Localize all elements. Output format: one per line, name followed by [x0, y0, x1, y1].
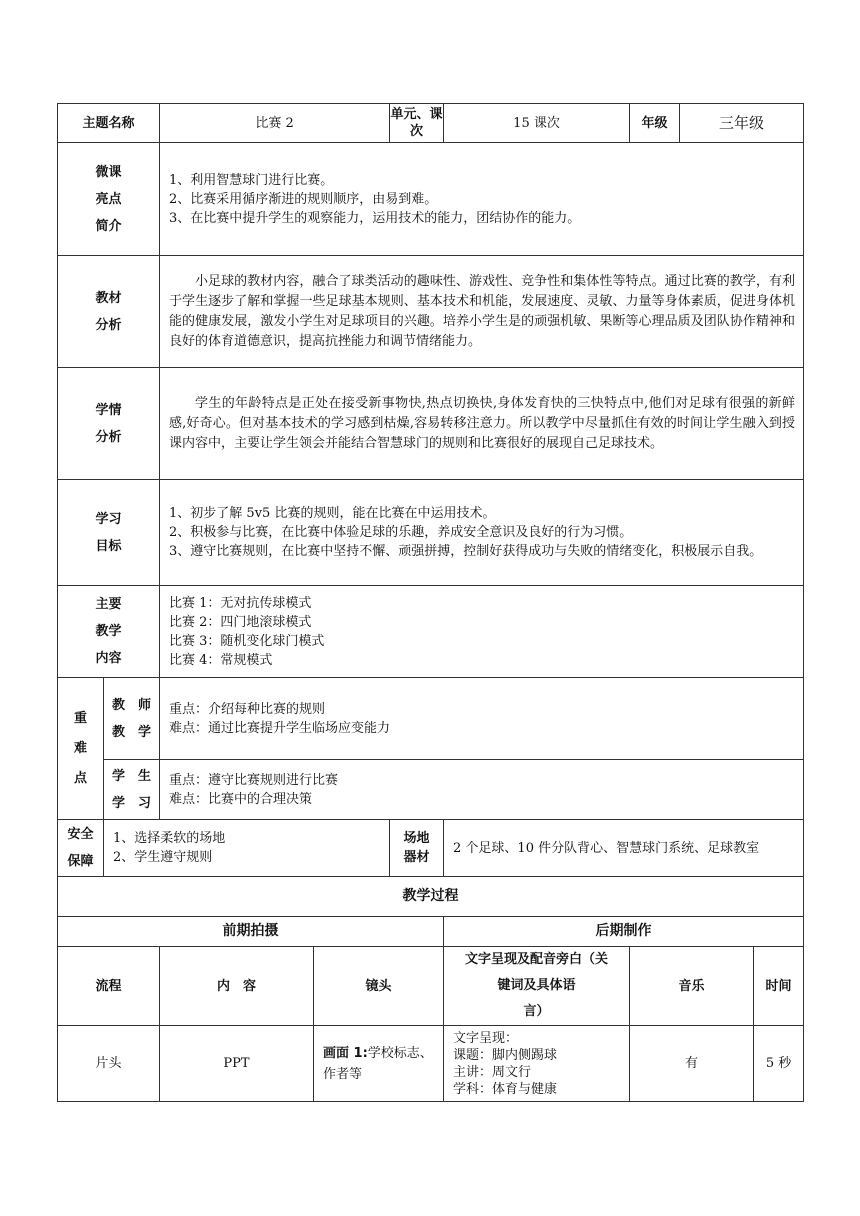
unit-label: 单元、课次 [390, 104, 444, 143]
process-title-row [58, 877, 804, 917]
equip-text: 2 个足球、10 件分队背心、智慧球门系统、足球教室 [444, 820, 804, 877]
material-text: 小足球的教材内容，融合了球类活动的趣味性、游戏性、竞争性和集体性等特点。通过比赛的教学，有利于学生逐步了解和掌握一些足球基本规则、基本技术和机能，发展速度、灵敏、力量等身体素质，促进身体机能的健康发展，激发小学生对足球项目的兴趣。培养小学生是的顽强机敏、果断等心理品质及团队协作精神和良好的体育道德意识，提高抗挫能力和调节情绪能力。 [160, 256, 804, 368]
phase-row [58, 917, 804, 947]
student-text: 重点：遵守比赛规则进行比赛 难点：比赛中的合理决策 [160, 760, 804, 820]
safety-row [58, 820, 804, 877]
teacher-text: 重点：介绍每种比赛的规则 难点：通过比赛提升学生临场应变能力 [160, 678, 804, 760]
col-content: 内 容 [160, 947, 314, 1026]
content-text: 比赛 1：无对抗传球模式 比赛 2：四门地滚球模式 比赛 3：随机变化球门模式 比赛 4：常规模式 [160, 586, 804, 678]
student-label: 学 生 学 习 [104, 760, 160, 820]
keypoints-teacher-row [58, 678, 804, 760]
grade-value: 三年级 [680, 104, 804, 143]
content-label: 主要 教学 内容 [58, 586, 160, 678]
row-shot: 画面 1:学校标志、作者等 [314, 1026, 444, 1102]
equip-label: 场地 器材 [390, 820, 444, 877]
row-music: 有 [630, 1026, 754, 1102]
safety-label: 安全 保障 [58, 820, 104, 877]
highlights-label: 微课 亮点 简介 [58, 143, 160, 256]
col-time: 时间 [754, 947, 804, 1026]
table-row [58, 1026, 804, 1102]
row-flow: 片头 [58, 1026, 160, 1102]
topic-value: 比赛 2 [160, 104, 390, 143]
goals-text: 1、初步了解 5v5 比赛的规则，能在比赛在中运用技术。 2、积极参与比赛，在比赛中体验足球的乐趣，养成安全意识及良好的行为习惯。 3、遵守比赛规则，在比赛中坚持不懈、顽强拼搏，控制好获得成功与失败的情绪变化，积极展示自我。 [160, 480, 804, 586]
highlights-row [58, 143, 804, 256]
row-content: PPT [160, 1026, 314, 1102]
pre-shoot-label: 前期拍摄 [58, 917, 444, 947]
col-music: 音乐 [630, 947, 754, 1026]
keypoints-student-row [58, 760, 804, 820]
row-text: 文字呈现： 课题：脚内侧踢球 主讲：周文行 学科：体育与健康 [444, 1026, 630, 1102]
teacher-label: 教 师 教 学 [104, 678, 160, 760]
post-production-label: 后期制作 [444, 917, 804, 947]
goals-row [58, 480, 804, 586]
students-text: 学生的年龄特点是正处在接受新事物快,热点切换快,身体发育快的三快特点中,他们对足球有很强的新鲜感,好奇心。但对基本技术的学习感到枯燥,容易转移注意力。所以教学中尽量抓住有效的时间让学生融入到授课内容中，主要让学生领会并能结合智慧球门的规则和比赛很好的展现自己足球技术。 [160, 368, 804, 480]
students-row [58, 368, 804, 480]
topic-label: 主题名称 [58, 104, 160, 143]
highlights-text: 1、利用智慧球门进行比赛。 2、比赛采用循序渐进的规则顺序，由易到难。 3、在比赛中提升学生的观察能力，运用技术的能力，团结协作的能力。 [160, 143, 804, 256]
keypoints-label: 重 难 点 [58, 678, 104, 820]
column-header-row [58, 947, 804, 1026]
material-row [58, 256, 804, 368]
safety-text: 1、选择柔软的场地 2、学生遵守规则 [104, 820, 390, 877]
col-text: 文字呈现及配音旁白（关 键词及具体语 言） [444, 947, 630, 1026]
material-label: 教材 分析 [58, 256, 160, 368]
col-shot: 镜头 [314, 947, 444, 1026]
grade-label: 年级 [630, 104, 680, 143]
lesson-plan-table [57, 103, 804, 1102]
content-row [58, 586, 804, 678]
goals-label: 学习 目标 [58, 480, 160, 586]
lesson-plan-page [57, 103, 803, 1102]
unit-value: 15 课次 [444, 104, 630, 143]
col-flow: 流程 [58, 947, 160, 1026]
row-time: 5 秒 [754, 1026, 804, 1102]
process-title: 教学过程 [58, 877, 804, 917]
students-label: 学情 分析 [58, 368, 160, 480]
header-row [58, 104, 804, 143]
